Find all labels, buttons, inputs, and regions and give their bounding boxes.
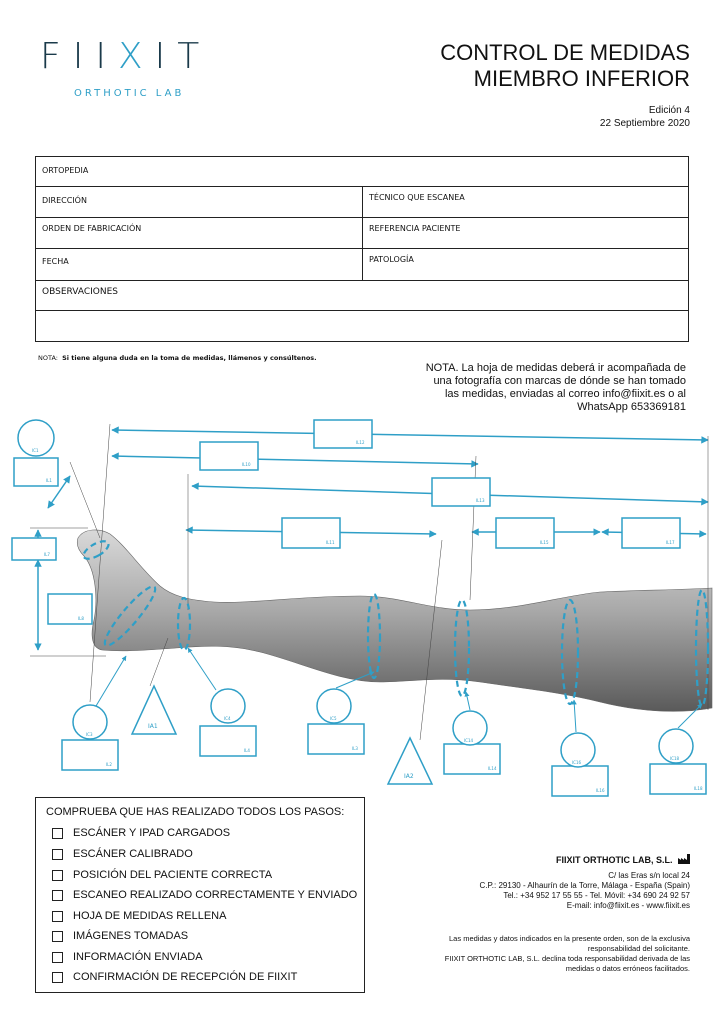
- referencia-field[interactable]: REFERENCIA PACIENTE: [362, 218, 690, 248]
- patologia-field[interactable]: PATOLOGÍA: [362, 249, 690, 280]
- checklist-item-label: ESCÁNER CALIBRADO: [73, 848, 193, 860]
- checklist-item-label: HOJA DE MEDIDAS RELLENA: [73, 910, 227, 922]
- label-ic4: IC4: [224, 716, 231, 721]
- disclaimer-line-3: FIIXIT ORTHOTIC LAB, S.L. declina toda responsabilidad derivada de las: [444, 954, 690, 963]
- form-row-direccion: [36, 187, 688, 218]
- checklist-item[interactable]: [52, 909, 226, 923]
- checkbox[interactable]: [52, 890, 63, 901]
- label-ia2: IA2: [404, 773, 414, 780]
- checklist-item[interactable]: [52, 929, 188, 943]
- form-row-orden: [36, 218, 688, 249]
- label-il10: IL10: [242, 462, 251, 467]
- checkbox[interactable]: [52, 972, 63, 983]
- ortopedia-field[interactable]: ORTOPEDIA: [42, 166, 89, 175]
- note-photo-line-2: una fotografía con marcas de dónde se han tomado: [433, 375, 686, 387]
- checkbox[interactable]: [52, 952, 63, 963]
- title-line-2: MIEMBRO INFERIOR: [473, 66, 690, 91]
- checkbox[interactable]: [52, 828, 63, 839]
- company-logo: [40, 36, 211, 77]
- length-arrow-il10: [112, 456, 478, 464]
- leg-silhouette: [77, 530, 712, 711]
- note-photo: [386, 362, 686, 414]
- checkbox[interactable]: [52, 911, 63, 922]
- checklist-item[interactable]: [52, 950, 203, 964]
- pointer-ic4: [188, 648, 216, 690]
- direccion-field[interactable]: DIRECCIÓN: [42, 196, 87, 205]
- label-il16: IL16: [596, 788, 605, 793]
- orden-field[interactable]: ORDEN DE FABRICACIÓN: [42, 224, 142, 233]
- checklist-item[interactable]: [52, 970, 297, 984]
- note-photo-line-1: NOTA. La hoja de medidas deberá ir acompañada de: [425, 362, 686, 374]
- label-ic1: IC1: [32, 448, 39, 453]
- note-photo-line-3: las medidas, enviadas al correo info@fiixit.es o al: [444, 388, 686, 400]
- pointer-ic16: [574, 700, 576, 732]
- tecnico-field[interactable]: TÉCNICO QUE ESCANEA: [362, 187, 690, 217]
- label-il2: IL2: [106, 762, 112, 767]
- label-il3: IL3: [352, 746, 358, 751]
- note-doubts: [38, 354, 317, 362]
- fecha-field[interactable]: FECHA: [42, 257, 69, 266]
- checkbox[interactable]: [52, 870, 63, 881]
- logo-text-left: FII: [40, 36, 118, 77]
- company-phones: Tel.: +34 952 17 55 55 - Tel. Móvil: +34 690 24 92 57: [503, 891, 690, 900]
- checklist-title: COMPRUEBA QUE HAS REALIZADO TODOS LOS PASOS:: [46, 806, 345, 818]
- length-arrow-il12: [112, 430, 708, 440]
- observaciones-field[interactable]: OBSERVACIONES: [42, 287, 118, 297]
- logo-text-x: X: [117, 36, 155, 77]
- pointer-ic3: [96, 656, 126, 706]
- label-il14: IL14: [488, 766, 497, 771]
- label-il7: IL7: [44, 552, 50, 557]
- checklist-item[interactable]: [52, 826, 230, 840]
- edition-number: Edición 4: [648, 105, 690, 116]
- label-il4: IL4: [244, 748, 250, 753]
- label-il17: IL17: [666, 540, 675, 545]
- edition-date: 22 Septiembre 2020: [599, 118, 690, 129]
- checklist-item-label: POSICIÓN DEL PACIENTE CORRECTA: [73, 869, 273, 881]
- checklist-item-label: ESCANEO REALIZADO CORRECTAMENTE Y ENVIADO: [73, 889, 358, 901]
- checklist-item-label: CONFIRMACIÓN DE RECEPCIÓN DE FIIXIT: [73, 971, 298, 983]
- logo-subtitle: ORTHOTIC LAB: [74, 88, 185, 99]
- patient-form: [35, 156, 689, 342]
- form-row-fecha: [36, 249, 688, 281]
- label-il8: IL8: [78, 616, 84, 621]
- label-il13: IL13: [476, 498, 485, 503]
- company-info: [370, 854, 690, 911]
- company-address-2: C.P.: 29130 - Alhaurín de la Torre, Málaga - España (Spain): [479, 881, 690, 890]
- document-title: [440, 40, 690, 92]
- edition-info: [600, 104, 690, 130]
- label-il18: IL18: [694, 786, 703, 791]
- label-ic18: IC18: [670, 756, 680, 761]
- label-il12: IL12: [356, 440, 365, 445]
- company-web: E-mail: info@fiixit.es - www.fiixit.es: [566, 901, 690, 910]
- note-doubts-text: Si tiene alguna duda en la toma de medidas, llámenos y consúltenos.: [62, 354, 317, 362]
- note-photo-line-4: WhatsApp 653369181: [577, 401, 686, 413]
- label-il1: IL1: [46, 478, 52, 483]
- checkbox[interactable]: [52, 931, 63, 942]
- form-row-observaciones: [36, 281, 688, 311]
- checkbox[interactable]: [52, 849, 63, 860]
- steps-checklist: [35, 797, 365, 993]
- disclaimer-line-4: medidas o datos erróneos facilitados.: [565, 964, 690, 973]
- label-il11: IL11: [326, 540, 335, 545]
- checklist-item[interactable]: [52, 868, 272, 882]
- company-address-1: C/ las Eras s/n local 24: [608, 871, 690, 880]
- disclaimer-line-1: Las medidas y datos indicados en la presente orden, son de la exclusiva: [449, 934, 690, 943]
- label-ia1: IA1: [148, 723, 158, 730]
- logo-text-right: IT: [154, 36, 212, 77]
- box-il8: [48, 594, 92, 624]
- guide-line-il1: [70, 462, 100, 538]
- note-doubts-prefix: NOTA:: [38, 354, 58, 362]
- form-row-ortopedia: [36, 157, 688, 187]
- title-line-1: CONTROL DE MEDIDAS: [440, 40, 690, 65]
- label-ic3: IC3: [86, 732, 93, 737]
- label-ic14: IC14: [464, 738, 474, 743]
- label-ic5: IC5: [330, 716, 337, 721]
- checklist-item-label: INFORMACIÓN ENVIADA: [73, 951, 203, 963]
- disclaimer: [390, 934, 690, 974]
- checklist-item-label: IMÁGENES TOMADAS: [73, 930, 189, 942]
- disclaimer-line-2: responsabilidad del solicitante.: [587, 944, 690, 953]
- company-name: FIIXIT ORTHOTIC LAB, S.L.: [555, 855, 673, 865]
- label-ic16: IC16: [572, 760, 582, 765]
- company-name-row: [370, 854, 690, 865]
- checklist-item-label: ESCÁNER Y IPAD CARGADOS: [73, 827, 231, 839]
- pointer-ic14: [466, 692, 470, 710]
- checklist-item[interactable]: [52, 847, 193, 861]
- label-il15: IL15: [540, 540, 549, 545]
- checklist-item[interactable]: [52, 888, 357, 902]
- leg-measurement-diagram: [0, 410, 724, 800]
- factory-icon: [678, 854, 690, 864]
